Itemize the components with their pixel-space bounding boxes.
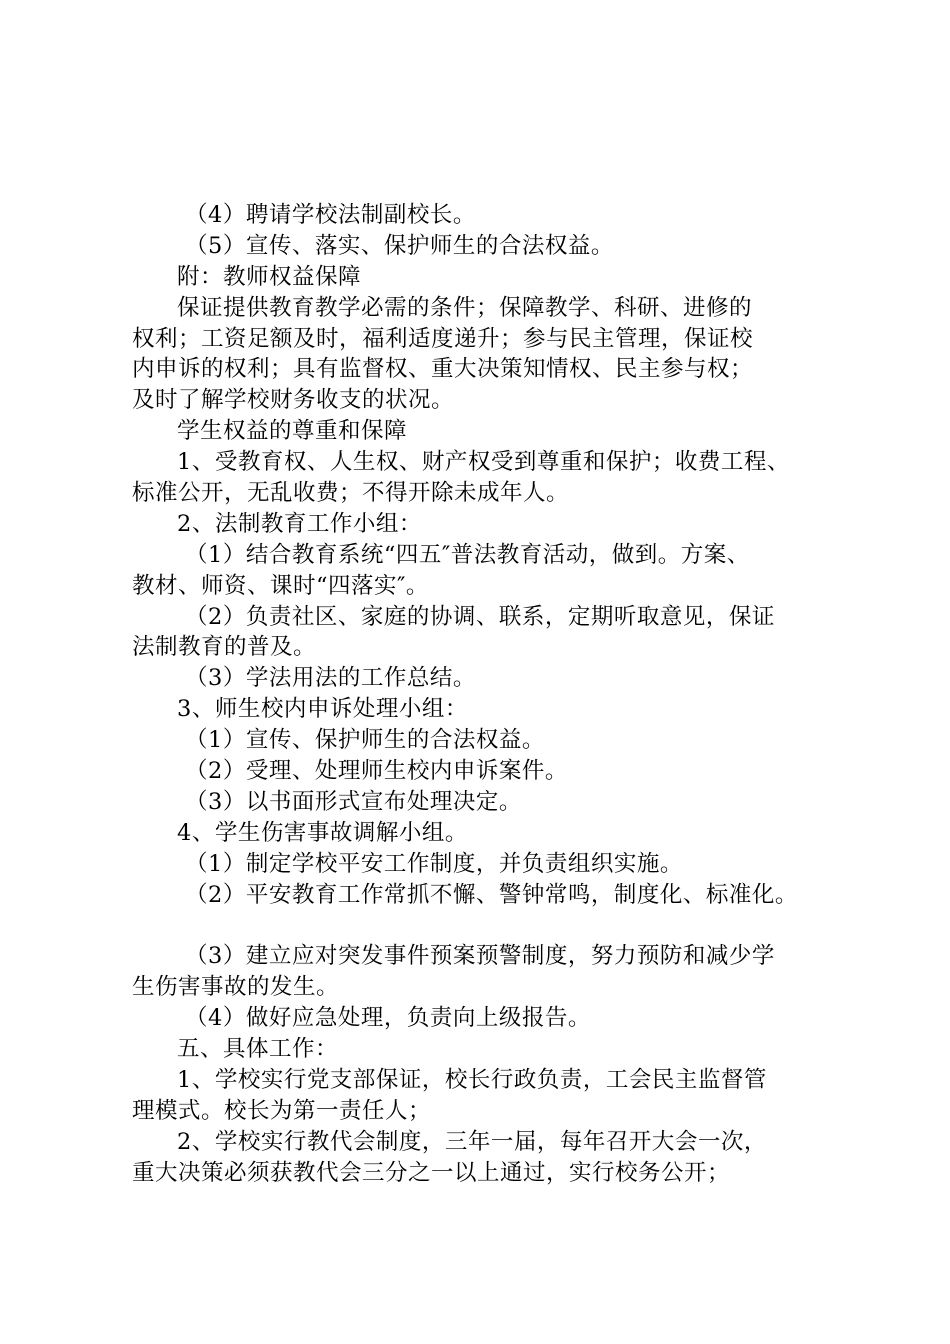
text-line: 学生权益的尊重和保障 <box>177 418 408 445</box>
text-line: 保证提供教育教学必需的条件；保障教学、科研、进修的 <box>177 294 753 321</box>
blank-line <box>132 910 847 941</box>
text-line: 3、师生校内申诉处理小组： <box>177 696 468 723</box>
document-body <box>132 200 847 1189</box>
text-line: （2）受理、处理师生校内申诉案件。 <box>185 758 568 785</box>
text-line: （2）负责社区、家庭的协调、联系，定期听取意见，保证 <box>185 603 775 630</box>
text-line: （1）结合教育系统“四五″普法教育活动，做到。方案、 <box>185 541 750 568</box>
text-line: 2、法制教育工作小组： <box>177 510 422 537</box>
text-line: （5）宣传、落实、保护师生的合法权益。 <box>185 232 614 259</box>
text-line: （3）建立应对突发事件预案预警制度，努力预防和减少学 <box>185 943 775 970</box>
text-line: 法制教育的普及。 <box>132 634 317 661</box>
text-line: 2、学校实行教代会制度，三年一届，每年召开大会一次， <box>177 1128 767 1155</box>
text-line: 1、学校实行党支部保证，校长行政负责，工会民主监督管 <box>177 1066 767 1093</box>
text-line: （4）做好应急处理，负责向上级报告。 <box>185 1005 591 1032</box>
text-line: 重大决策必须获教代会三分之一以上通过，实行校务公开； <box>132 1159 731 1186</box>
text-line: （1）制定学校平安工作制度，并负责组织实施。 <box>185 850 683 877</box>
text-line: 五、具体工作： <box>177 1036 339 1063</box>
text-line: （4）聘请学校法制副校长。 <box>185 202 476 228</box>
text-line: （2）平安教育工作常抓不懈、警钟常鸣，制度化、标准化。 <box>185 881 798 908</box>
text-line: （1）宣传、保护师生的合法权益。 <box>185 727 545 754</box>
text-line: （3）以书面形式宣布处理决定。 <box>185 788 522 815</box>
text-line: 教材、师资、课时“四落实″。 <box>132 572 429 599</box>
text-line: 1、受教育权、人生权、财产权受到尊重和保护；收费工程、 <box>177 449 790 476</box>
text-line: 及时了解学校财务收支的状况。 <box>132 387 455 414</box>
text-line: 附：教师权益保障 <box>177 263 362 290</box>
text-line: 权利；工资足额及时，福利适度递升；参与民主管理，保证校 <box>132 325 754 352</box>
text-line: 理模式。校长为第一责任人； <box>132 1097 432 1124</box>
text-line: 标准公开，无乱收费；不得开除未成年人。 <box>132 480 570 507</box>
text-line: 生伤害事故的发生。 <box>132 974 340 1001</box>
text-line: （3）学法用法的工作总结。 <box>185 665 476 692</box>
text-line: 4、学生伤害事故调解小组。 <box>177 819 468 846</box>
text-line: 内申诉的权利；具有监督权、重大决策知情权、民主参与权； <box>132 356 754 383</box>
